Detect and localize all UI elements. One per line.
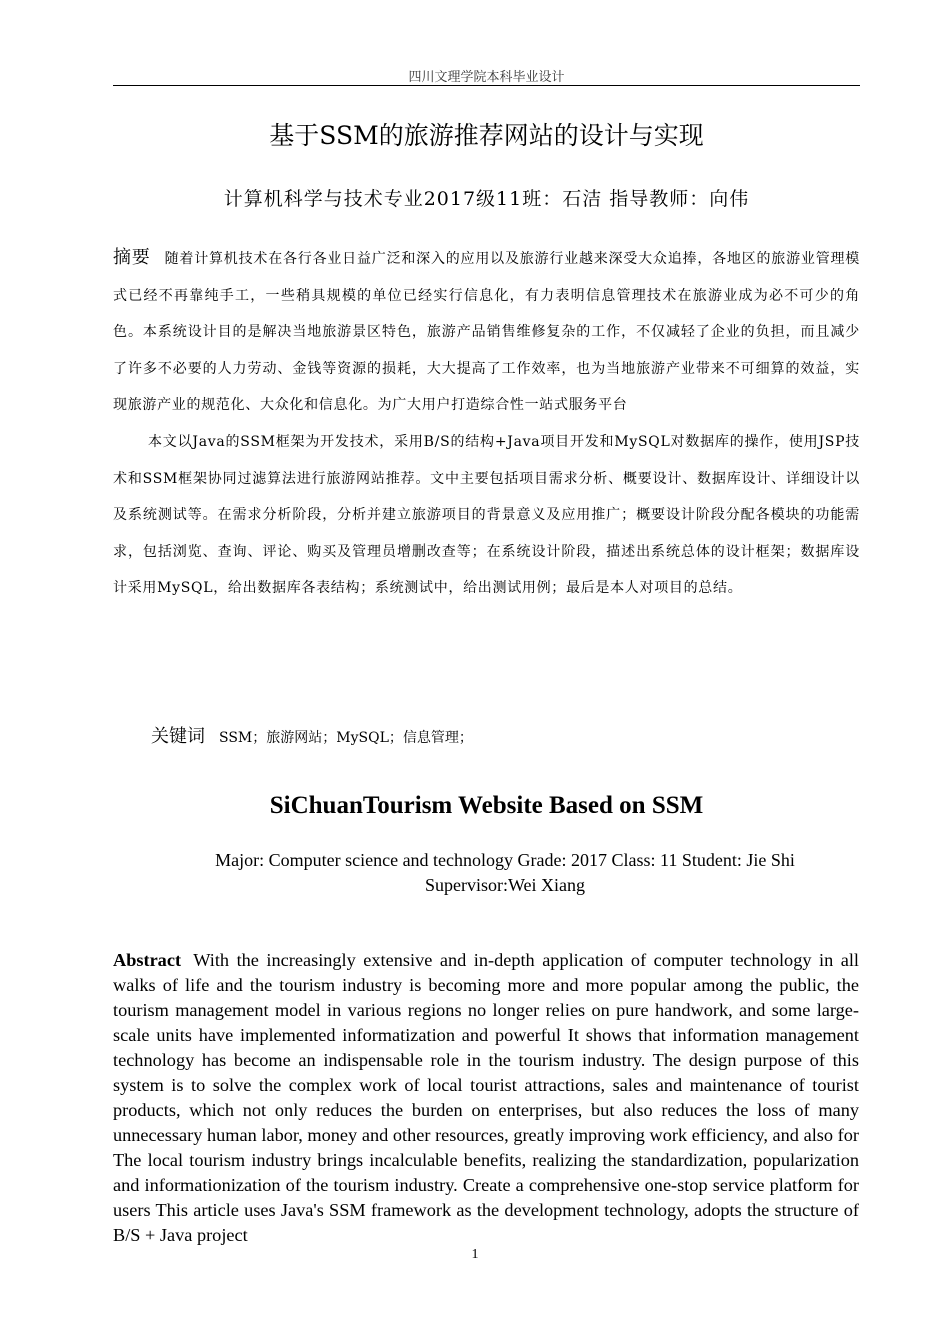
chinese-keywords-label: 关键词 — [151, 726, 205, 747]
chinese-title: 基于SSM的旅游推荐网站的设计与实现 — [269, 121, 704, 150]
page-number: 1 — [471, 1247, 479, 1262]
chinese-abstract-paragraph-1 — [113, 240, 860, 424]
chinese-abstract — [113, 240, 860, 607]
header-rule — [113, 85, 860, 86]
english-author-line-1: Major: Computer science and technology Grade: 2017 Class: 11 Student: Jie Shi — [215, 850, 795, 870]
chinese-abstract-paragraph-2: 本文以Java的SSM框架为开发技术，采用B/S的结构+Java项目开发和MySQL对数据库的操作，使用JSP技术和SSM框架协同过滤算法进行旅游网站推荐。文中主要包括项目需求分析、概要设计、数据库设计、详细设计以及系统测试等。在需求分析阶段，分析并建立旅游项目的背景意义及应用推广；概要设计阶段分配各模块的功能需求，包括浏览、查询、评论、购买及管理员增删改查等；在系统设计阶段，描述出系统总体的设计框架；数据库设计采用MySQL，给出数据库各表结构；系统测试中，给出测试用例；最后是本人对项目的总结。 — [113, 433, 860, 597]
chinese-keywords-text: SSM；旅游网站；MySQL；信息管理； — [219, 730, 473, 746]
english-author-line-2: Supervisor:Wei Xiang — [424, 875, 586, 895]
chinese-abstract-text-1: 随着计算机技术在各行各业日益广泛和深入的应用以及旅游行业越来深受大众追捧，各地区的旅游业管理模式已经不再靠纯手工，一些稍具规模的单位已经实行信息化，有力表明信息管理技术在旅游业成为必不可少的角色。本系统设计目的是解决当地旅游景区特色，旅游产品销售维修复杂的工作，不仅减轻了企业的负担，而且减少了许多不必要的人力劳动、金钱等资源的损耗，大大提高了工作效率，也为当地旅游产业带来不可细算的效益，实现旅游产业的规范化、大众化和信息化。为广大用户打造综合性一站式服务平台 — [113, 251, 860, 414]
english-author-block — [150, 848, 860, 898]
english-title: SiChuanTourism Website Based on SSM — [269, 792, 704, 819]
chinese-keywords — [151, 722, 860, 748]
english-abstract — [113, 948, 859, 1248]
english-abstract-text: With the increasingly extensive and in-depth application of computer technology in all walks of life and the tourism industry is becoming more and more popular among the public, the tourism management model in various regions no longer relies on pure handwork, and some large-scale units have implemented informatization and powerful It shows that information management technology has become an indispensable role in the tourism industry. The design purpose of this system is to solve the complex work of local tourist attractions, sales and maintenance of tourist products, which not only reduces the burden on enterprises, but also reduces the loss of many unnecessary human labor, money and other resources, greatly improving work efficiency, and also for The local tourism industry brings incalculable benefits, realizing the standardization, popularization and informationization of the tourism industry. Create a comprehensive one-stop service platform for users This article uses Java's SSM framework as the development technology, adopts the structure of B/S + Java project — [113, 950, 859, 1245]
running-header: 四川文理学院本科毕业设计 — [408, 70, 565, 85]
english-abstract-label: Abstract — [113, 950, 182, 970]
chinese-author-line: 计算机科学与技术专业2017级11班：石洁 指导教师：向伟 — [223, 188, 750, 210]
chinese-abstract-label: 摘要 — [113, 247, 151, 268]
